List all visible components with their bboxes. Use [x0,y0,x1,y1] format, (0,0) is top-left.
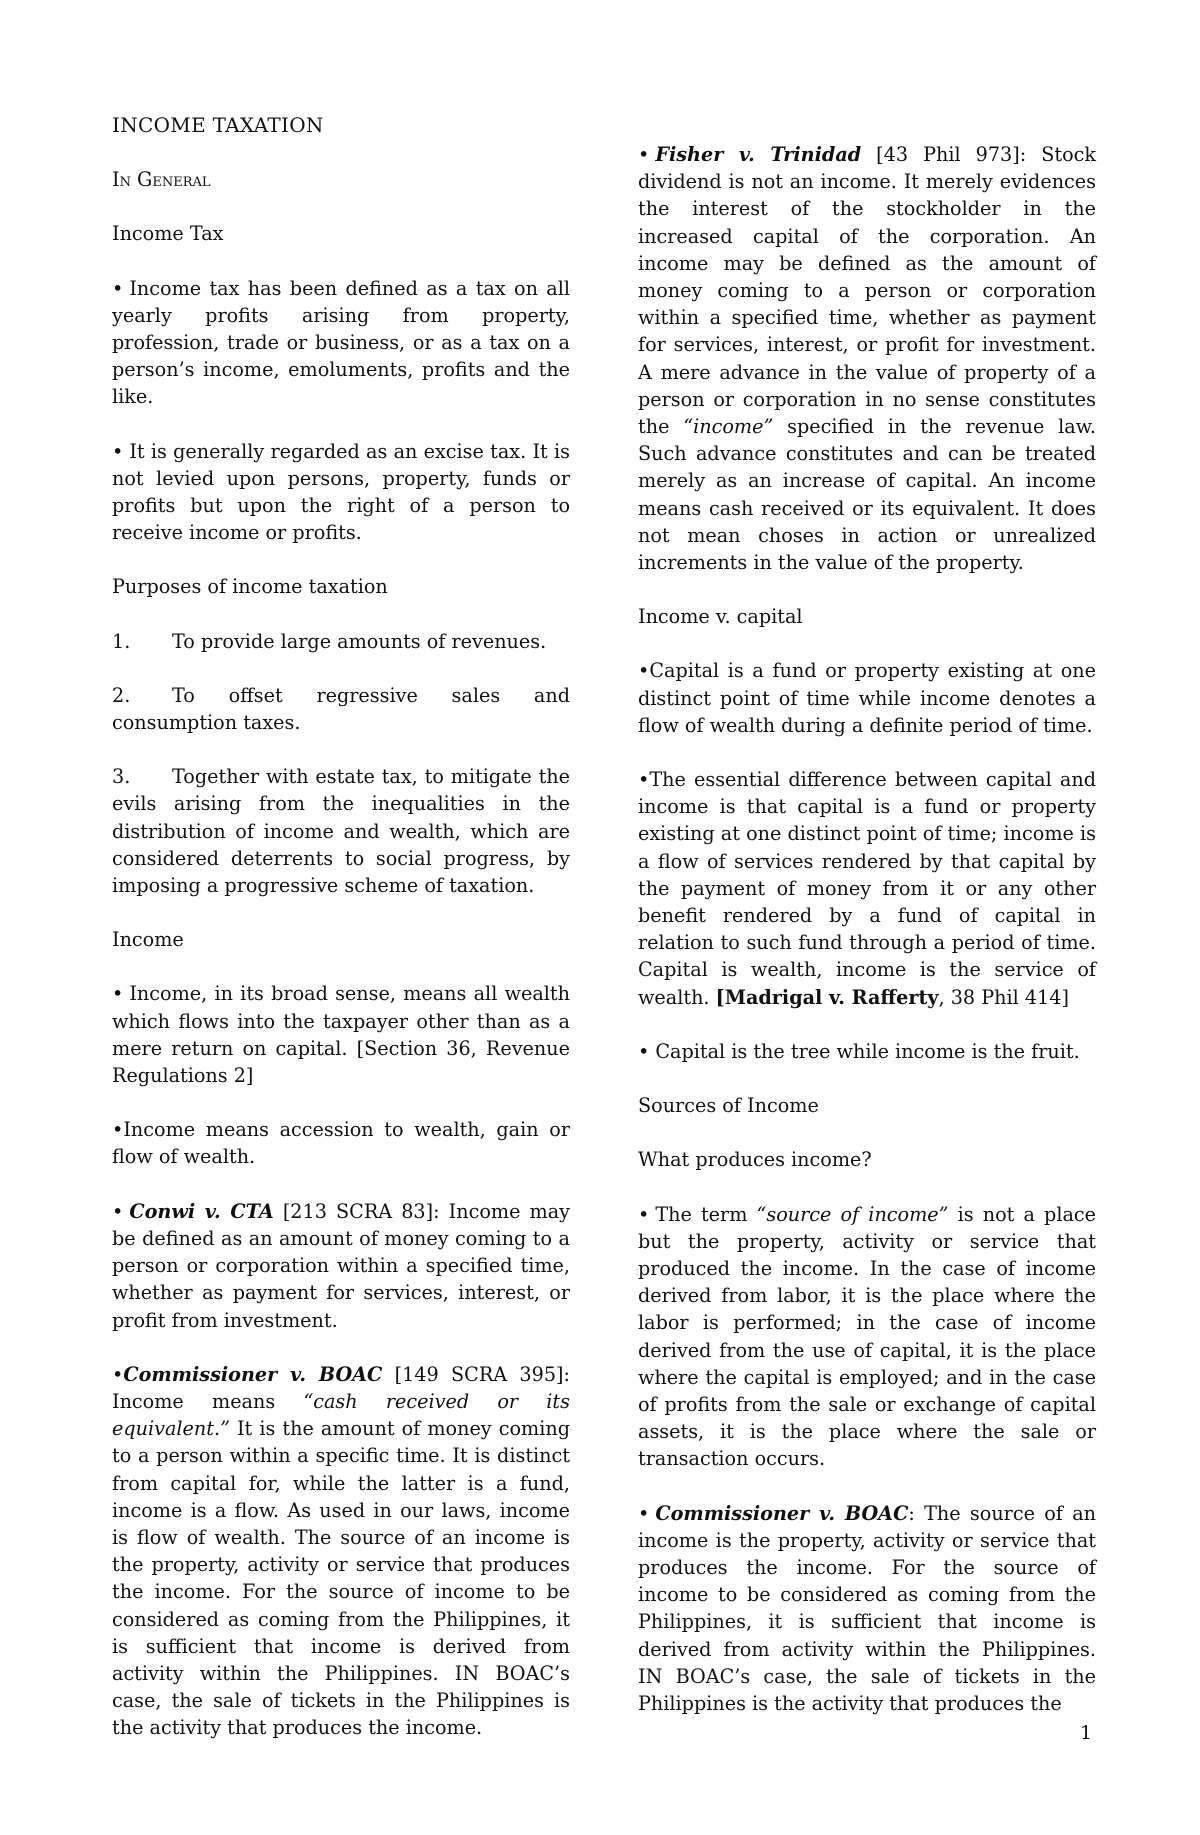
paragraph-conwi-case: • Conwi v. CTA [213 SCRA 83]: Income may be defined as an amount of money coming to a person or corporation within a specified time, whether as payment for services, interest, or profit from investment. [112,1199,570,1332]
page-number: 1 [1080,1722,1093,1744]
list-item-purpose-2: 2. To offset regressive sales and consumption taxes. [112,683,570,735]
case-name: Conwi v. CTA [129,1199,274,1223]
list-item-purpose-3: 3. Together with estate tax, to mitigate the evils arising from the inequalities in the distribution of income and wealth, which are considered deterrents to social progress, by imposing a progressive scheme of taxation. [112,765,570,898]
left-column [112,112,570,1769]
subheading-what-produces-income: What produces income? [638,1148,872,1172]
case-name: Fisher v. Trinidad [655,143,862,166]
paragraph-income-tax-definition: • Income tax has been defined as a tax on all yearly profits arising from property, profession, trade or business, or as a tax on a person’s income, emoluments, profits and the like. [112,276,570,409]
bullet-icon: • [638,1501,650,1525]
paragraph-tree-fruit: • Capital is the tree while income is the fruit. [638,1039,1080,1063]
paragraph-essential-difference: •The essential difference between capital and income is that capital is a fund or property existing at one distinct point of time; income is a flow of services rendered by that capital by the payment of money from it or any other benefit rendered by a fund of capital in relation to such fund through a period of time. Capital is wealth, income is the service of wealth. [Madrigal v. Rafferty, 38 Phil 414] [638,768,1096,1009]
subheading-income-tax: Income Tax [112,222,224,246]
bullet-icon: • [638,1039,650,1063]
case-name: Madrigal v. Rafferty [724,985,939,1009]
section-heading: In General [112,168,211,192]
paragraph-boac-case: •Commissioner v. BOAC [149 SCRA 395]: Income means “cash received or its equivalent.” It is the amount of money coming to a person within a specific time. It is distinct from capital for, while the latter is a fund, income is a flow. As used in our laws, income is flow of wealth. The source of an income is the property, activity or service that produces the income. For the source of income to be considered as coming from the Philippines, it is sufficient that income is derived from activity within the Philippines. IN BOAC’s case, the sale of tickets in the Philippines is the activity that produces the income. [112,1362,570,1740]
bullet-icon: • [112,1199,124,1223]
list-item-purpose-1: 1. To provide large amounts of revenues. [112,629,547,653]
paragraph-source-of-income: • The term “source of income” is not a place but the property, activity or service that produced the income. In the case of income derived from labor, it is the place where the labor is performed; in the case of income derived from the use of capital, it is the place where the capital is employed; and in the case of profits from the sale or exchange of capital assets, it is the place where the sale or transaction occurs. [638,1202,1097,1471]
subheading-purposes: Purposes of income taxation [112,575,388,599]
subheading-income-v-capital: Income v. capital [638,605,803,629]
right-column [638,141,1096,1744]
paragraph-boac-source: • Commissioner v. BOAC: The source of an income is the property, activity or service that produces the income. For the source of income to be considered as coming from the Philippines, it is sufficient that income is derived from activity within the Philippines. IN BOAC’s case, the sale of tickets in the Philippines is the activity that produces the [638,1501,1096,1715]
paragraph-accession-to-wealth: •Income means accession to wealth, gain or flow of wealth. [112,1118,570,1169]
subheading-income: Income [112,928,184,952]
bullet-icon: • [638,659,650,683]
case-name: Commissioner v. BOAC [123,1362,383,1386]
bullet-icon: • [638,768,650,792]
document-title: INCOME TAXATION [112,113,324,137]
paragraph-fisher-case: • Fisher v. Trinidad [43 Phil 973]: Stock dividend is not an income. It merely evidences the interest of the stockholder in the increased capital of the corporation. An income may be defined as the amount of money coming to a person or corporation within a specified time, whether as payment for services, interest, or profit for investment. A mere advance in the value of property of a person or corporation in no sense constitutes the “income” specified in the revenue law. Such advance constitutes and can be treated merely as an increase of capital. An income means cash received or its equivalent. It does not mean choses in action or unrealized increments in the value of the property. [638,143,1096,575]
paragraph-income-broad-sense: • Income, in its broad sense, means all wealth which flows into the taxpayer other than as a mere return on capital. [Section 36, Revenue Regulations 2] [112,982,570,1088]
bullet-icon: • [112,982,124,1006]
subheading-sources-of-income: Sources of Income [638,1094,819,1118]
bullet-icon: • [112,276,124,300]
bullet-icon: • [638,1202,650,1226]
bullet-icon: • [638,143,650,166]
paragraph-capital-fund: •Capital is a fund or property existing at one distinct point of time while income denotes a flow of wealth during a definite period of time. [638,659,1096,737]
bullet-icon: • [112,1362,124,1386]
bullet-icon: • [112,439,124,463]
bullet-icon: • [112,1118,124,1142]
case-name: Commissioner v. BOAC [655,1501,909,1525]
paragraph-excise-tax: • It is generally regarded as an excise tax. It is not levied upon persons, property, funds or profits but upon the right of a person to receive income or profits. [112,439,570,545]
